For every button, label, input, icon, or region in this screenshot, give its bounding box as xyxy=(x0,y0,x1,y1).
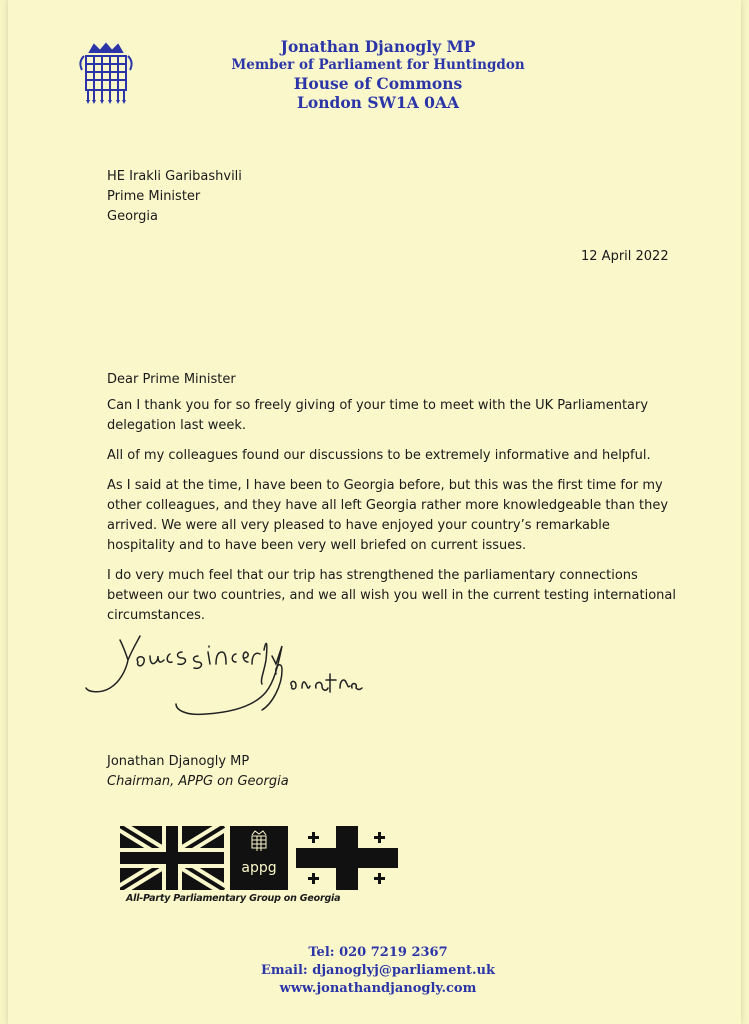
recipient-name: HE Irakli Garibashvili xyxy=(107,169,242,184)
handwritten-signature xyxy=(80,630,370,740)
appg-georgia-logo xyxy=(120,826,398,890)
letterhead-name: Jonathan Djanogly MP xyxy=(280,37,476,56)
recipient-country: Georgia xyxy=(107,209,158,224)
signoff-title: Chairman, APPG on Georgia xyxy=(107,774,289,789)
paragraph-4: I do very much feel that our trip has strengthened the parliamentary connections between our two countries, and we all wish you well in the current testing international circumstances. xyxy=(107,568,676,623)
signoff-block xyxy=(107,752,289,792)
letterhead-constituency: Member of Parliament for Huntingdon xyxy=(231,57,525,73)
letter-page xyxy=(8,0,741,1024)
paragraph-3: As I said at the time, I have been to Georgia before, but this was the first time for my other colleagues, and they have all left Georgia rather more knowledgeable than they arrived. We were all very pleased to have enjoyed your country’s remarkable hospitality and to have been very well briefed on current issues. xyxy=(107,478,669,553)
recipient-block xyxy=(107,167,242,227)
salutation: Dear Prime Minister xyxy=(107,372,236,387)
appg-block xyxy=(230,826,288,890)
union-flag-icon xyxy=(120,826,224,890)
letter-body xyxy=(107,370,677,636)
appg-logo-text: appg xyxy=(241,860,277,876)
paragraph-1: Can I thank you for so freely giving of your time to meet with the UK Parliamentary delegation last week. xyxy=(107,398,649,433)
georgia-flag-icon xyxy=(296,826,398,890)
recipient-role: Prime Minister xyxy=(107,189,201,204)
contact-tel: Tel: 020 7219 2367 xyxy=(308,945,448,960)
letterhead-house: House of Commons xyxy=(293,74,463,93)
portcullis-icon xyxy=(76,42,136,106)
contact-footer xyxy=(208,944,548,998)
contact-email[interactable]: Email: djanoglyj@parliament.uk xyxy=(260,963,496,978)
signoff-name: Jonathan Djanogly MP xyxy=(107,754,250,769)
letter-date: 12 April 2022 xyxy=(581,249,669,264)
appg-tagline: All-Party Parliamentary Group on Georgia xyxy=(126,893,341,904)
letterhead-address: London SW1A 0AA xyxy=(297,93,459,112)
letterhead xyxy=(208,37,548,112)
contact-web[interactable]: www.jonathandjanogly.com xyxy=(279,981,477,996)
paragraph-2: All of my colleagues found our discussions to be extremely informative and helpful. xyxy=(107,448,651,463)
